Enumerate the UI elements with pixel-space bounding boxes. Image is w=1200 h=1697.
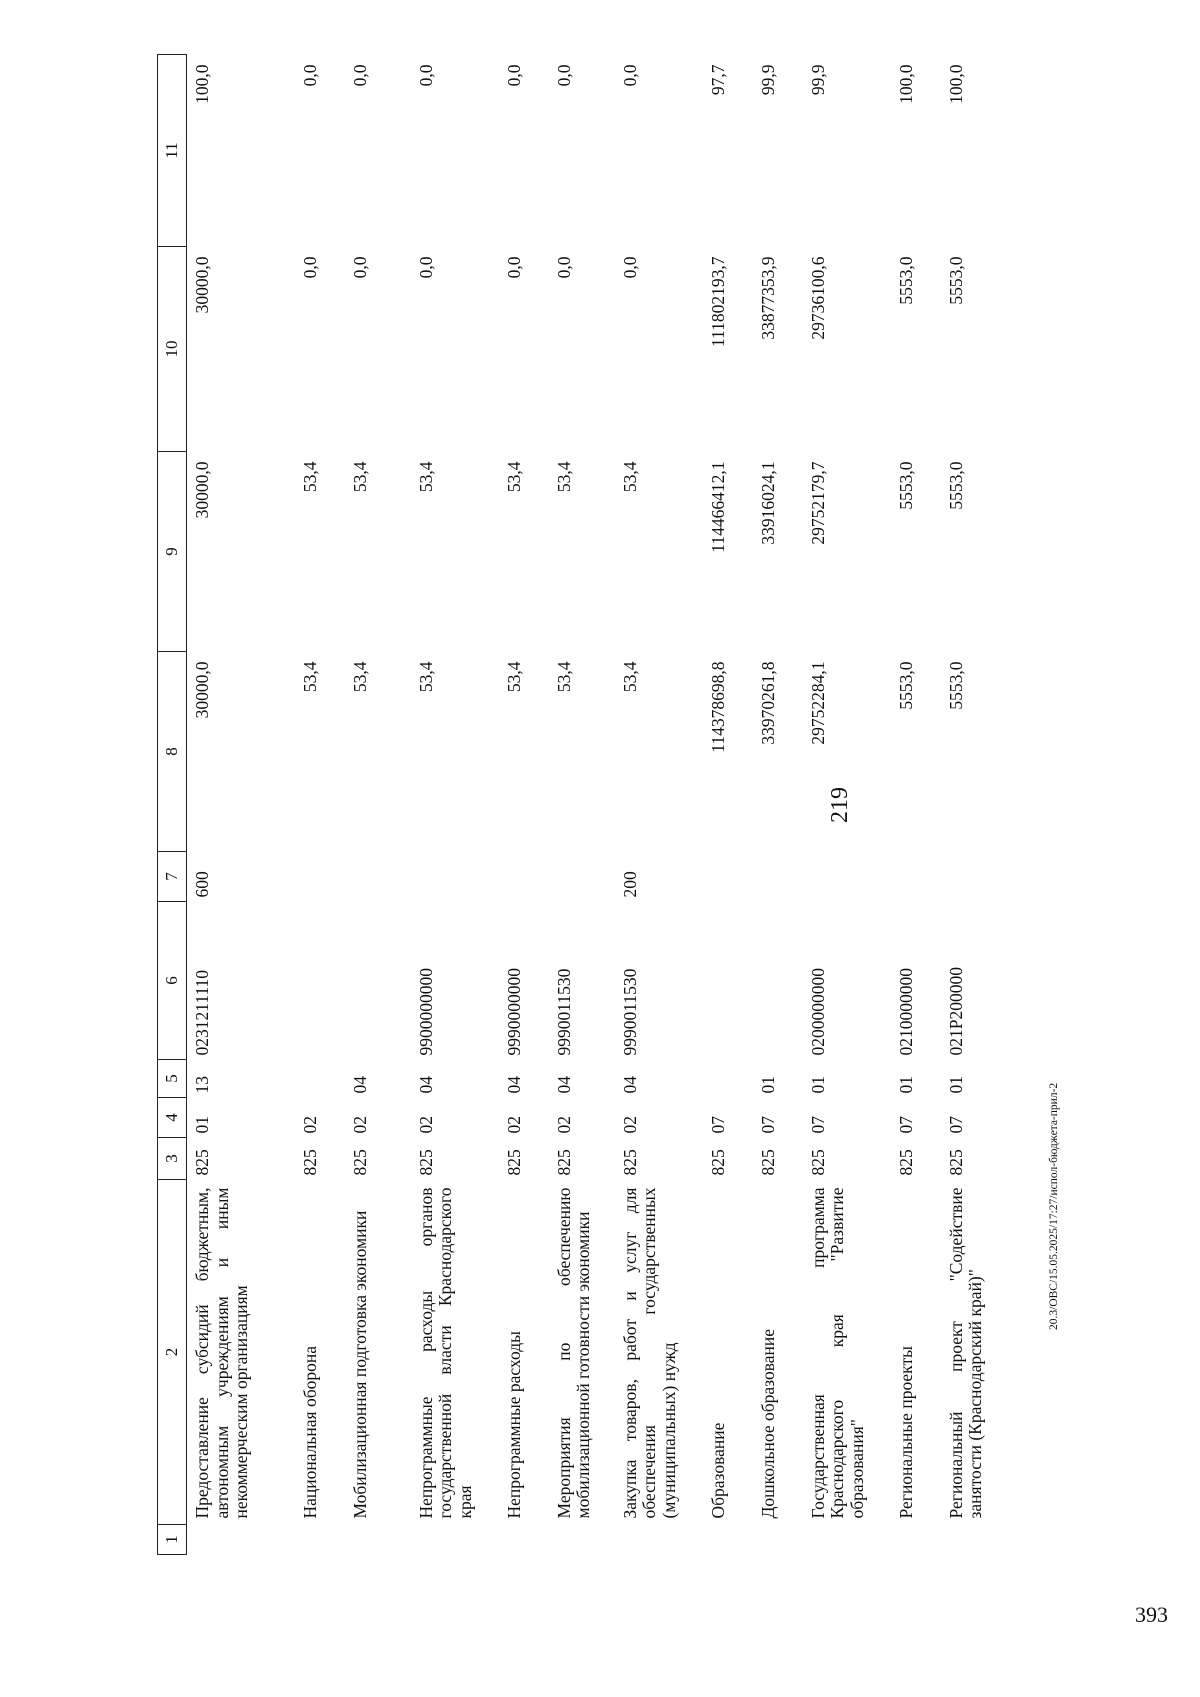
table-cell-c3: 825 — [895, 1149, 916, 1176]
table-cell-c3: 825 — [349, 1149, 370, 1176]
header-cell: 10 — [158, 247, 187, 452]
table-cell-c11: 0,0 — [619, 64, 640, 87]
table-cell-c6: 0210000000 — [895, 968, 916, 1056]
table-cell-c1 — [549, 1525, 615, 1555]
table-cell-c10: 29736100,6 — [807, 256, 828, 340]
table-cell-c8: 53,4 — [415, 661, 436, 693]
table-cell-c9: 53,4 — [553, 461, 574, 493]
table-cell-c3: 825 — [299, 1149, 320, 1176]
table-cell-c5: 04 — [503, 1076, 524, 1094]
table-cell-c1 — [499, 1525, 549, 1555]
table-cell-c7 — [891, 852, 941, 902]
page-number: 219 — [827, 787, 853, 823]
table-cell-c3: 825 — [192, 1149, 212, 1176]
table-cell-c8: 29752284,1 — [807, 661, 828, 745]
table-cell-c1 — [411, 1525, 499, 1555]
table-cell-c9: 53,4 — [415, 461, 436, 493]
table-cell-c2: Региональные проекты — [895, 1346, 916, 1519]
table-cell-c10: 33877353,9 — [757, 256, 778, 340]
budget-table — [157, 54, 1007, 1555]
table-cell-c2: Мероприятия по обеспечению мобилизационной готовности экономики — [553, 1187, 594, 1519]
table-cell-c3: 825 — [757, 1149, 778, 1176]
table-cell-c9: 53,4 — [619, 461, 640, 493]
table-cell-c1 — [295, 1525, 345, 1555]
table-cell-c7 — [499, 852, 549, 902]
table-cell-c11: 0,0 — [349, 64, 370, 87]
table-cell-c2: Государственная программа Краснодарского края "Развитие образования" — [807, 1187, 867, 1519]
table-row — [295, 55, 345, 1555]
table-cell-c9: 53,4 — [299, 461, 320, 493]
table-cell-c4: 07 — [895, 1116, 916, 1134]
table-cell-c1 — [615, 1525, 703, 1555]
table-cell-c4: 02 — [503, 1116, 524, 1134]
table-cell-c4: 07 — [807, 1116, 828, 1134]
table-cell-c5: 04 — [415, 1076, 436, 1094]
header-cell: 6 — [158, 902, 187, 1060]
header-cell: 5 — [158, 1060, 187, 1098]
table-cell-c7 — [549, 852, 615, 902]
table-cell-c11: 0,0 — [553, 64, 574, 87]
table-row — [615, 55, 703, 1555]
table-cell-c8: 53,4 — [503, 661, 524, 693]
header-cell: 4 — [158, 1098, 187, 1138]
document-code — [1048, 1070, 1068, 1330]
table-cell-c5: 13 — [192, 1076, 212, 1094]
table-cell-c6 — [295, 902, 345, 1060]
table-cell-c8: 53,4 — [553, 661, 574, 693]
table-cell-c2: Дошкольное образование — [757, 1328, 778, 1519]
header-cell: 8 — [158, 652, 187, 852]
table-cell-c9: 53,4 — [503, 461, 524, 493]
table-cell-c7: 600 — [192, 871, 212, 898]
table-cell-c6: 0200000000 — [807, 968, 828, 1056]
table-cell-c10: 30000,0 — [192, 256, 212, 314]
table-cell-c10: 0,0 — [415, 256, 436, 279]
table-cell-c6 — [703, 902, 753, 1060]
table-row — [941, 55, 1007, 1555]
table-cell-c8: 53,4 — [299, 661, 320, 693]
table-cell-c11: 100,0 — [895, 64, 916, 104]
table-cell-c10: 0,0 — [349, 256, 370, 279]
table-cell-c9: 5553,0 — [945, 461, 966, 510]
table-row — [549, 55, 615, 1555]
table-cell-c10: 111802193,7 — [707, 256, 728, 348]
table-cell-c5: 01 — [895, 1076, 916, 1094]
table-cell-c8: 5553,0 — [895, 661, 916, 710]
table-cell-c3: 825 — [415, 1149, 436, 1176]
table-cell-c1 — [703, 1525, 753, 1555]
header-cell: 7 — [158, 852, 187, 902]
table-cell-c9: 5553,0 — [895, 461, 916, 510]
table-cell-c3: 825 — [807, 1149, 828, 1176]
table-cell-c4: 02 — [553, 1116, 574, 1134]
table-cell-c4: 01 — [192, 1116, 212, 1134]
table-cell-c2: Национальная оборона — [299, 1346, 320, 1519]
table-cell-c2: Образование — [707, 1422, 728, 1519]
table-cell-c4: 02 — [299, 1116, 320, 1134]
table-cell-c10: 0,0 — [553, 256, 574, 279]
table-cell-c3: 825 — [503, 1149, 524, 1176]
table-cell-c9: 53,4 — [349, 461, 370, 493]
table-cell-c5: 04 — [553, 1076, 574, 1094]
table-row — [703, 55, 753, 1555]
table-cell-c10: 5553,0 — [945, 256, 966, 305]
table-cell-c7 — [753, 852, 803, 902]
table-cell-c9: 114466412,1 — [707, 461, 728, 553]
header-cell: 2 — [158, 1180, 187, 1525]
table-cell-c3: 825 — [945, 1149, 966, 1176]
table-header-row — [158, 55, 187, 1555]
table-cell-c1 — [187, 1525, 295, 1555]
table-cell-c5: 01 — [757, 1076, 778, 1094]
table-cell-c3: 825 — [619, 1149, 640, 1176]
table-cell-c8: 5553,0 — [945, 661, 966, 710]
header-cell: 1 — [158, 1525, 187, 1555]
table-cell-c6: 9900000000 — [415, 968, 436, 1056]
table-cell-c7 — [295, 852, 345, 902]
table-cell-c6: 9990011530 — [553, 968, 574, 1056]
table-row — [345, 55, 411, 1555]
table-cell-c3: 825 — [707, 1149, 728, 1176]
table-cell-c9: 33916024,1 — [757, 461, 778, 545]
header-cell: 3 — [158, 1138, 187, 1180]
table-cell-c5 — [703, 1060, 753, 1098]
header-cell: 9 — [158, 452, 187, 652]
table-cell-c11: 0,0 — [299, 64, 320, 87]
table-cell-c11: 0,0 — [415, 64, 436, 87]
table-cell-c5: 01 — [945, 1076, 966, 1094]
table-cell-c1 — [941, 1525, 1007, 1555]
table-cell-c8: 53,4 — [619, 661, 640, 693]
table-cell-c2: Предоставление субсидий бюджетным, автономным учреждениям и иным некоммерческим организациям — [192, 1187, 252, 1519]
table-cell-c8: 53,4 — [349, 661, 370, 693]
table-cell-c11: 100,0 — [192, 64, 212, 104]
document-code-text: 20.3/ОВС/15.05.2025/17:27/испол-бюджета-прил-2 — [1048, 1082, 1060, 1330]
table-cell-c2: Закупка товаров, работ и услуг для обеспечения государственных (муниципальных) нужд — [619, 1187, 679, 1519]
table-row — [411, 55, 499, 1555]
table-cell-c10: 5553,0 — [895, 256, 916, 305]
table-cell-c7 — [411, 852, 499, 902]
table-cell-c6 — [753, 902, 803, 1060]
table-row — [753, 55, 803, 1555]
table-cell-c1 — [753, 1525, 803, 1555]
header-cell: 11 — [158, 55, 187, 247]
table-cell-c5 — [295, 1060, 345, 1098]
table-cell-c6: 021Р200000 — [945, 967, 966, 1056]
table-cell-c1 — [891, 1525, 941, 1555]
table-cell-c8: 114378698,8 — [707, 661, 728, 753]
table-cell-c6: 0231211110 — [192, 969, 212, 1056]
table-cell-c2: Мобилизационная подготовка экономики — [349, 1210, 370, 1519]
table-cell-c2: Непрограммные расходы — [503, 1331, 524, 1519]
table-cell-c8: 30000,0 — [192, 661, 212, 719]
table-cell-c8: 33970261,8 — [757, 661, 778, 745]
table-cell-c4: 02 — [619, 1116, 640, 1134]
table-cell-c10: 0,0 — [299, 256, 320, 279]
table-cell-c6: 9990000000 — [503, 968, 524, 1056]
table-cell-c5: 04 — [619, 1076, 640, 1094]
table-cell-c7: 200 — [619, 871, 640, 898]
table-cell-c11: 100,0 — [945, 64, 966, 104]
table-cell-c11: 99,9 — [757, 64, 778, 96]
table-cell-c2: Региональный проект "Содействие занятости (Краснодарский край)" — [945, 1187, 986, 1519]
table-cell-c1 — [345, 1525, 411, 1555]
table-cell-c6: 9990011530 — [619, 968, 640, 1056]
sheet-number: 393 — [1135, 1602, 1168, 1627]
table-cell-c4: 07 — [757, 1116, 778, 1134]
table-cell-c4: 07 — [707, 1116, 728, 1134]
table-cell-c7 — [941, 852, 1007, 902]
table-cell-c2: Непрограммные расходы органов государственной власти Краснодарского края — [415, 1187, 475, 1519]
table-cell-c4: 07 — [945, 1116, 966, 1134]
table-row — [891, 55, 941, 1555]
table-cell-c9: 30000,0 — [192, 461, 212, 519]
table-cell-c3: 825 — [553, 1149, 574, 1176]
table-cell-c11: 0,0 — [503, 64, 524, 87]
table-cell-c11: 97,7 — [707, 64, 728, 96]
table-cell-c4: 02 — [415, 1116, 436, 1134]
table-cell-c7 — [703, 852, 753, 902]
table-row — [187, 55, 295, 1555]
table-cell-c4: 02 — [349, 1116, 370, 1134]
table-cell-c10: 0,0 — [503, 256, 524, 279]
table-cell-c9: 29752179,7 — [807, 461, 828, 545]
table-cell-c7 — [345, 852, 411, 902]
table-cell-c5: 01 — [807, 1076, 828, 1094]
table-row — [499, 55, 549, 1555]
rotated-page — [157, 5, 1197, 1555]
table-cell-c10: 0,0 — [619, 256, 640, 279]
table-cell-c6 — [345, 902, 411, 1060]
table-cell-c11: 99,9 — [807, 64, 828, 96]
table-cell-c5: 04 — [349, 1076, 370, 1094]
